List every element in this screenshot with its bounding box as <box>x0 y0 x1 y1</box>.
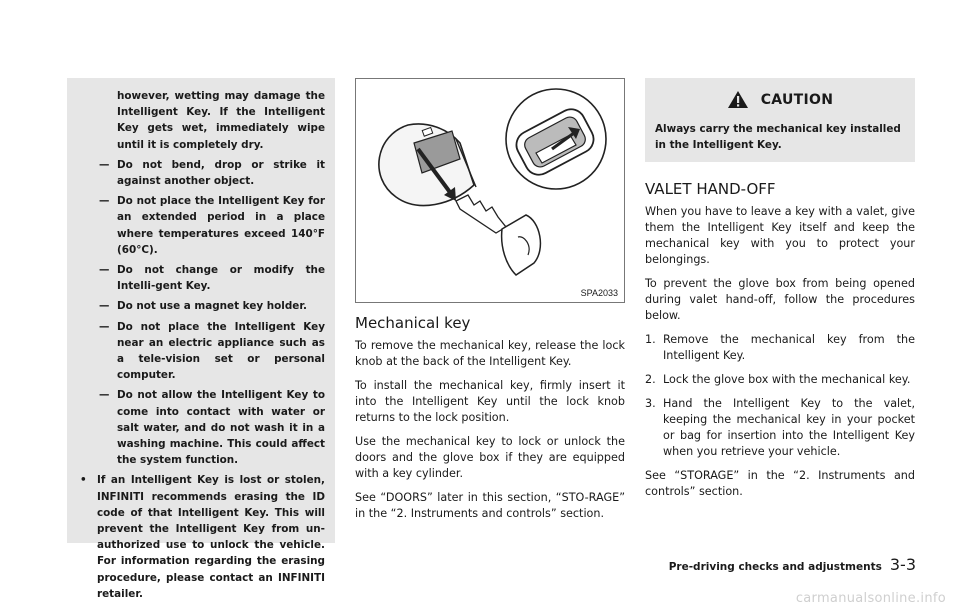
caution-title: CAUTION <box>760 91 834 108</box>
warning-item: — Do not bend, drop or strike it against another object. <box>77 157 325 189</box>
key-diagram <box>356 79 624 302</box>
watermark-text: carmanualsonline.info <box>795 591 946 606</box>
step-number: 1. <box>645 333 656 346</box>
warning-item: — Do not place the Intelligent Key near an electric appliance such as a tele-vision set or personal computer. <box>77 319 325 384</box>
page-footer <box>636 555 916 574</box>
page-number: 3-3 <box>889 555 916 574</box>
warning-continuation: however, wetting may damage the Intelligent Key. If the Intelligent Key gets wet, immediately wipe until it is completely dry. <box>117 90 325 151</box>
caution-text: Always carry the mechanical key installed in the Intelligent Key. <box>655 123 901 151</box>
mechanical-key-illustration <box>355 78 625 303</box>
step-text: Hand the Intelligent Key to the valet, keeping the mechanical key in your pocket or bag for insertion into the Intelligent Key when you retrieve your vehicle. <box>663 397 915 458</box>
step-text: Lock the glove box with the mechanical key. <box>663 373 911 386</box>
warning-item: — Do not allow the Intelligent Key to come into contact with water or salt water, and do not wash it in a washing machine. This could affect the system function. <box>77 387 325 468</box>
section-heading: VALET HAND-OFF <box>645 180 776 198</box>
watermark <box>0 586 960 611</box>
step-item <box>645 332 915 364</box>
paragraph: To remove the mechanical key, release the lock knob at the back of the Intelligent Key. <box>355 339 625 368</box>
figure-code: SPA2033 <box>580 288 618 298</box>
paragraph: Use the mechanical key to lock or unlock the doors and the glove box if they are equipped with a key cylinder. <box>355 435 625 480</box>
step-item <box>645 372 915 388</box>
warning-list-panel <box>67 78 335 600</box>
caution-header <box>655 90 905 109</box>
paragraph: When you have to leave a key with a valet, give them the Intelligent Key itself and keep the mechanical key with you to protect your belongings. <box>645 205 915 266</box>
section-heading: Mechanical key <box>355 314 471 332</box>
warning-item: — Do not change or modify the Intelli-gent Key. <box>77 262 325 294</box>
step-text: Remove the mechanical key from the Intelligent Key. <box>663 333 915 362</box>
step-number: 2. <box>645 373 656 386</box>
warning-item: — Do not place the Intelligent Key for an extended period in a place where temperatures exceed 140°F (60°C). <box>77 193 325 258</box>
mechanical-key-icon <box>456 195 506 233</box>
lost-key-bullet: • If an Intelligent Key is lost or stolen, INFINITI recommends erasing the ID code of that Intelligent Key. This will prevent the Intelligent Key from un-authorized use to unlock the vehicle. For information regarding the erasing procedure, please contact an INFINITI retailer. <box>77 472 325 602</box>
valet-section <box>645 78 915 508</box>
warning-item: — Do not use a magnet key holder. <box>77 298 325 314</box>
mechanical-key-section <box>355 78 625 530</box>
paragraph: To install the mechanical key, firmly insert it into the Intelligent Key until the lock knob returns to the lock position. <box>355 379 625 424</box>
paragraph: See “DOORS” later in this section, “STO-RAGE” in the “2. Instruments and controls” section. <box>355 491 625 520</box>
paragraph: To prevent the glove box from being opened during valet hand-off, follow the procedures below. <box>645 277 915 322</box>
caution-box <box>645 78 915 162</box>
step-number: 3. <box>645 397 656 410</box>
footer-section-title: Pre-driving checks and adjustments <box>668 561 882 573</box>
paragraph: See “STORAGE” in the “2. Instruments and controls” section. <box>645 469 915 498</box>
warning-triangle-icon <box>727 90 749 109</box>
step-item <box>645 396 915 460</box>
